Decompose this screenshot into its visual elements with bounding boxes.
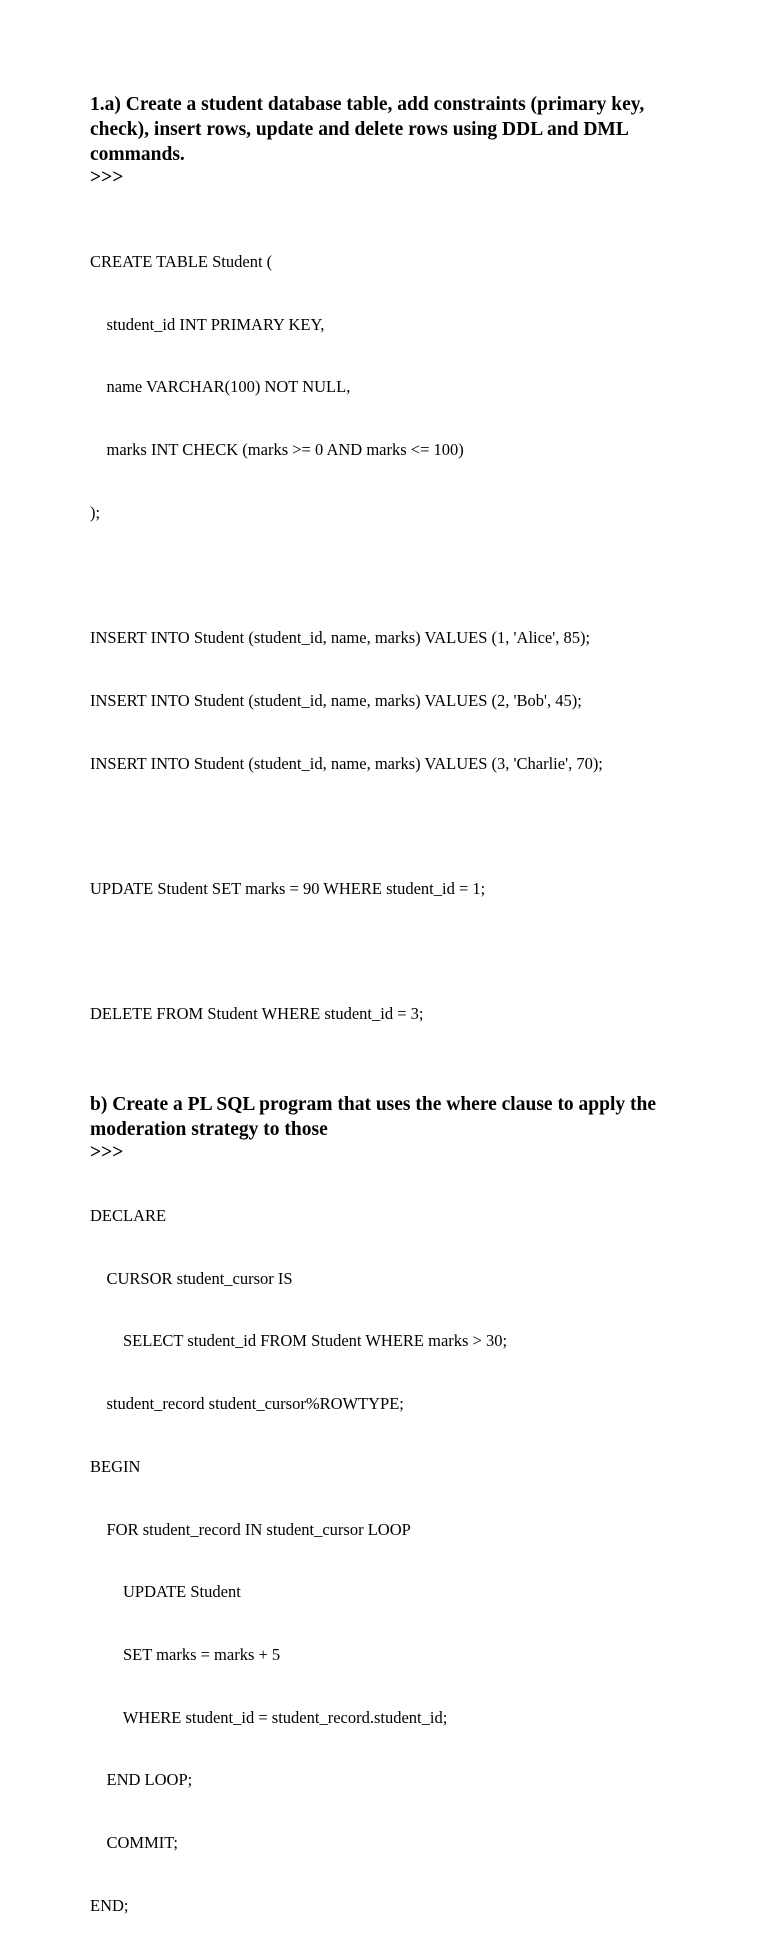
- code-line: student_record student_cursor%ROWTYPE;: [90, 1394, 404, 1414]
- section-a-code-block: [90, 210, 730, 1067]
- code-line: );: [90, 502, 101, 522]
- code-line: FOR student_record IN student_cursor LOOP: [90, 1519, 411, 1539]
- code-line: DECLARE: [90, 1205, 167, 1225]
- section-b-code-block: [90, 1164, 730, 1958]
- code-line: SELECT student_id FROM Student WHERE marks > 30;: [90, 1331, 508, 1351]
- code-line: BEGIN: [90, 1456, 141, 1476]
- code-line: student_id INT PRIMARY KEY,: [90, 314, 325, 334]
- section-a-heading: [90, 92, 730, 167]
- code-line: END LOOP;: [90, 1770, 193, 1790]
- section-b-arrow: >>>: [90, 1142, 124, 1164]
- section-a-arrow: >>>: [90, 167, 124, 188]
- document-page: [90, 92, 730, 1959]
- heading-line: check), insert rows, update and delete rows using DDL and DML: [90, 119, 629, 140]
- heading-line: b) Create a PL SQL program that uses the where clause to apply the: [90, 1094, 657, 1116]
- code-line: [90, 942, 730, 963]
- code-line: SET marks = marks + 5: [90, 1644, 281, 1664]
- heading-line: commands.: [90, 144, 185, 165]
- section-a: [90, 92, 730, 1067]
- section-b-heading: [90, 1092, 730, 1142]
- code-line: name VARCHAR(100) NOT NULL,: [90, 377, 351, 397]
- code-line: COMMIT;: [90, 1833, 179, 1853]
- code-line: WHERE student_id = student_record.student_id;: [90, 1707, 448, 1727]
- code-line: INSERT INTO Student (student_id, name, marks) VALUES (2, 'Bob', 45);: [90, 690, 582, 710]
- code-line: [90, 816, 730, 837]
- code-line: marks INT CHECK (marks >= 0 AND marks <= 100): [90, 439, 464, 459]
- code-line: INSERT INTO Student (student_id, name, marks) VALUES (3, 'Charlie', 70);: [90, 753, 603, 773]
- code-line: CURSOR student_cursor IS: [90, 1268, 293, 1288]
- code-line: INSERT INTO Student (student_id, name, marks) VALUES (1, 'Alice', 85);: [90, 628, 591, 648]
- heading-line: 1.a) Create a student database table, add constraints (primary key,: [90, 94, 645, 115]
- code-line: CREATE TABLE Student (: [90, 251, 273, 271]
- heading-line: moderation strategy to those: [90, 1119, 328, 1141]
- code-line: END;: [90, 1895, 129, 1915]
- code-line: UPDATE Student SET marks = 90 WHERE student_id = 1;: [90, 878, 486, 898]
- code-line: [90, 565, 730, 586]
- section-b: [90, 1092, 730, 1958]
- code-line: UPDATE Student: [90, 1582, 241, 1602]
- code-line: DELETE FROM Student WHERE student_id = 3;: [90, 1004, 424, 1024]
